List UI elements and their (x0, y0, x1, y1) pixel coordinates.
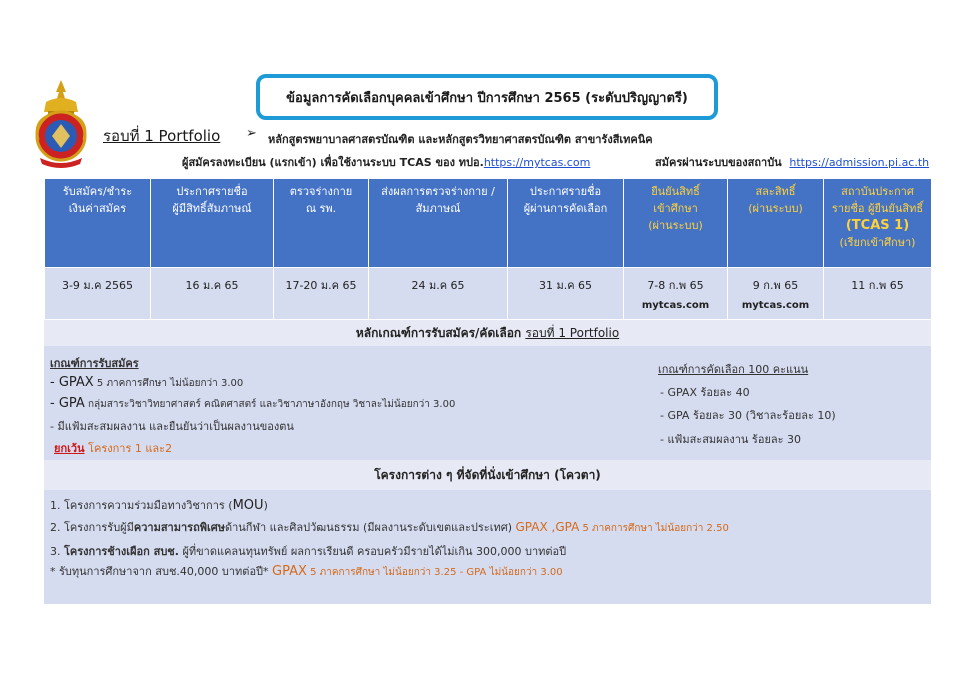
quota-title: โครงการต่าง ๆ ที่จัดที่นั่งเข้าศึกษา (โควตา) (44, 460, 931, 490)
header-cell: ส่งผลการตรวจร่างกาย / สัมภาษณ์ (369, 179, 508, 268)
schedule-header-row (45, 179, 932, 268)
selection-item: - GPA ร้อยละ 30 (วิชาละร้อยละ 10) (660, 409, 836, 422)
quota-item-talent: 2. โครงการรับผู้มีความสามารถพิเศษด้านกีฬา และศิลปวัฒนธรรม (มีผลงานระดับเขตและประเทศ) GPAX ,GPA 5 ภาคการศึกษา ไม่น้อยกว่า 2.50 (50, 520, 729, 534)
apply-criteria-heading: เกณฑ์การรับสมัคร (50, 357, 139, 370)
page-title: ข้อมูลการคัดเลือกบุคคลเข้าศึกษา ปีการศึกษา 2565 (ระดับปริญญาตรี) (286, 90, 688, 106)
selection-criteria-heading: เกณฑ์การคัดเลือก 100 คะแนน (658, 363, 809, 376)
date-cell: 7-8 ก.พ 65 mytcas.com (624, 268, 728, 320)
selection-item: - แฟ้มสะสมผลงาน ร้อยละ 30 (660, 433, 802, 446)
schedule-date-row (45, 268, 932, 320)
criterion-gpax: - GPAX 5 ภาคการศึกษา ไม่น้อยกว่า 3.00 (50, 375, 244, 390)
selection-item: - GPAX ร้อยละ 40 (660, 386, 750, 399)
round-label: รอบที่ 1 Portfolio (103, 127, 221, 145)
quota-item-scholarship: * รับทุนการศึกษาจาก สบช.40,000 บาทต่อปี* GPAX 5 ภาคการศึกษา ไม่น้อยกว่า 3.25 - GPA ไม่น้อยกว่า 3.00 (50, 564, 563, 579)
quota-box (44, 490, 931, 604)
criteria-box (44, 346, 931, 460)
date-cell: 16 ม.ค 65 (151, 268, 274, 320)
date-cell: 24 ม.ค 65 (369, 268, 508, 320)
apply-institution-line (655, 153, 929, 171)
arrow-bullet-icon: ➢ (246, 126, 257, 141)
criteria-title: หลักเกณฑ์การรับสมัคร/คัดเลือก รอบที่ 1 Portfolio (44, 320, 931, 346)
header-cell: ประกาศรายชื่อ ผู้มีสิทธิ์สัมภาษณ์ (151, 179, 274, 268)
schedule-table (44, 178, 932, 320)
quota-item-white-elephant: 3. โครงการช้างเผือก สบช. ผู้ที่ขาดแคลนทุนทรัพย์ ผลการเรียนดี ครอบครัวมีรายได้ไม่เกิน 300,000 บาทต่อปี (50, 545, 567, 558)
header-cell: ประกาศรายชื่อ ผู้ผ่านการคัดเลือก (508, 179, 624, 268)
page-title-box (256, 74, 718, 120)
admission-link[interactable]: https://admission.pi.ac.th (789, 156, 930, 169)
date-cell: 31 ม.ค 65 (508, 268, 624, 320)
apply-inst-text: สมัครผ่านระบบของสถาบัน (655, 156, 782, 169)
criterion-exception: ยกเว้น โครงการ 1 และ2 (54, 442, 173, 455)
header-cell: สถาบันประกาศ รายชื่อ ผู้ยืนยันสิทธิ์ (TCAS 1) (เรียกเข้าศึกษา) (824, 179, 932, 268)
criterion-gpa: - GPA กลุ่มสาระวิชาวิทยาศาสตร์ คณิตศาสตร์ และวิชาภาษาอังกฤษ วิชาละไม่น้อยกว่า 3.00 (50, 396, 456, 411)
mytcas-link[interactable]: https://mytcas.com (483, 156, 591, 169)
header-cell: รับสมัคร/ชำระ เงินค่าสมัคร (45, 179, 151, 268)
date-cell: 17-20 ม.ค 65 (274, 268, 369, 320)
date-cell: 3-9 ม.ค 2565 (45, 268, 151, 320)
criterion-portfolio: - มีแฟ้มสะสมผลงาน และยืนยันว่าเป็นผลงานของตน (50, 420, 294, 433)
apply-tcas-line (182, 153, 590, 171)
date-cell: 11 ก.พ 65 (824, 268, 932, 320)
header-cell: สละสิทธิ์ (ผ่านระบบ) (728, 179, 824, 268)
date-cell: 9 ก.พ 65 mytcas.com (728, 268, 824, 320)
institution-logo (28, 78, 94, 170)
header-cell: ยืนยันสิทธิ์ เข้าศึกษา (ผ่านระบบ) (624, 179, 728, 268)
apply-tcas-text: ผู้สมัครลงทะเบียน (แรกเข้า) เพื่อใช้งานระบบ TCAS ของ ทปอ. (182, 156, 484, 169)
quota-item-mou: 1. โครงการความร่วมมือทางวิชาการ (MOU) (50, 498, 268, 513)
programs-text: หลักสูตรพยาบาลศาสตรบัณฑิต และหลักสูตรวิทยาศาสตรบัณฑิต สาขารังสีเทคนิค (268, 133, 653, 146)
header-cell: ตรวจร่างกาย ณ รพ. (274, 179, 369, 268)
